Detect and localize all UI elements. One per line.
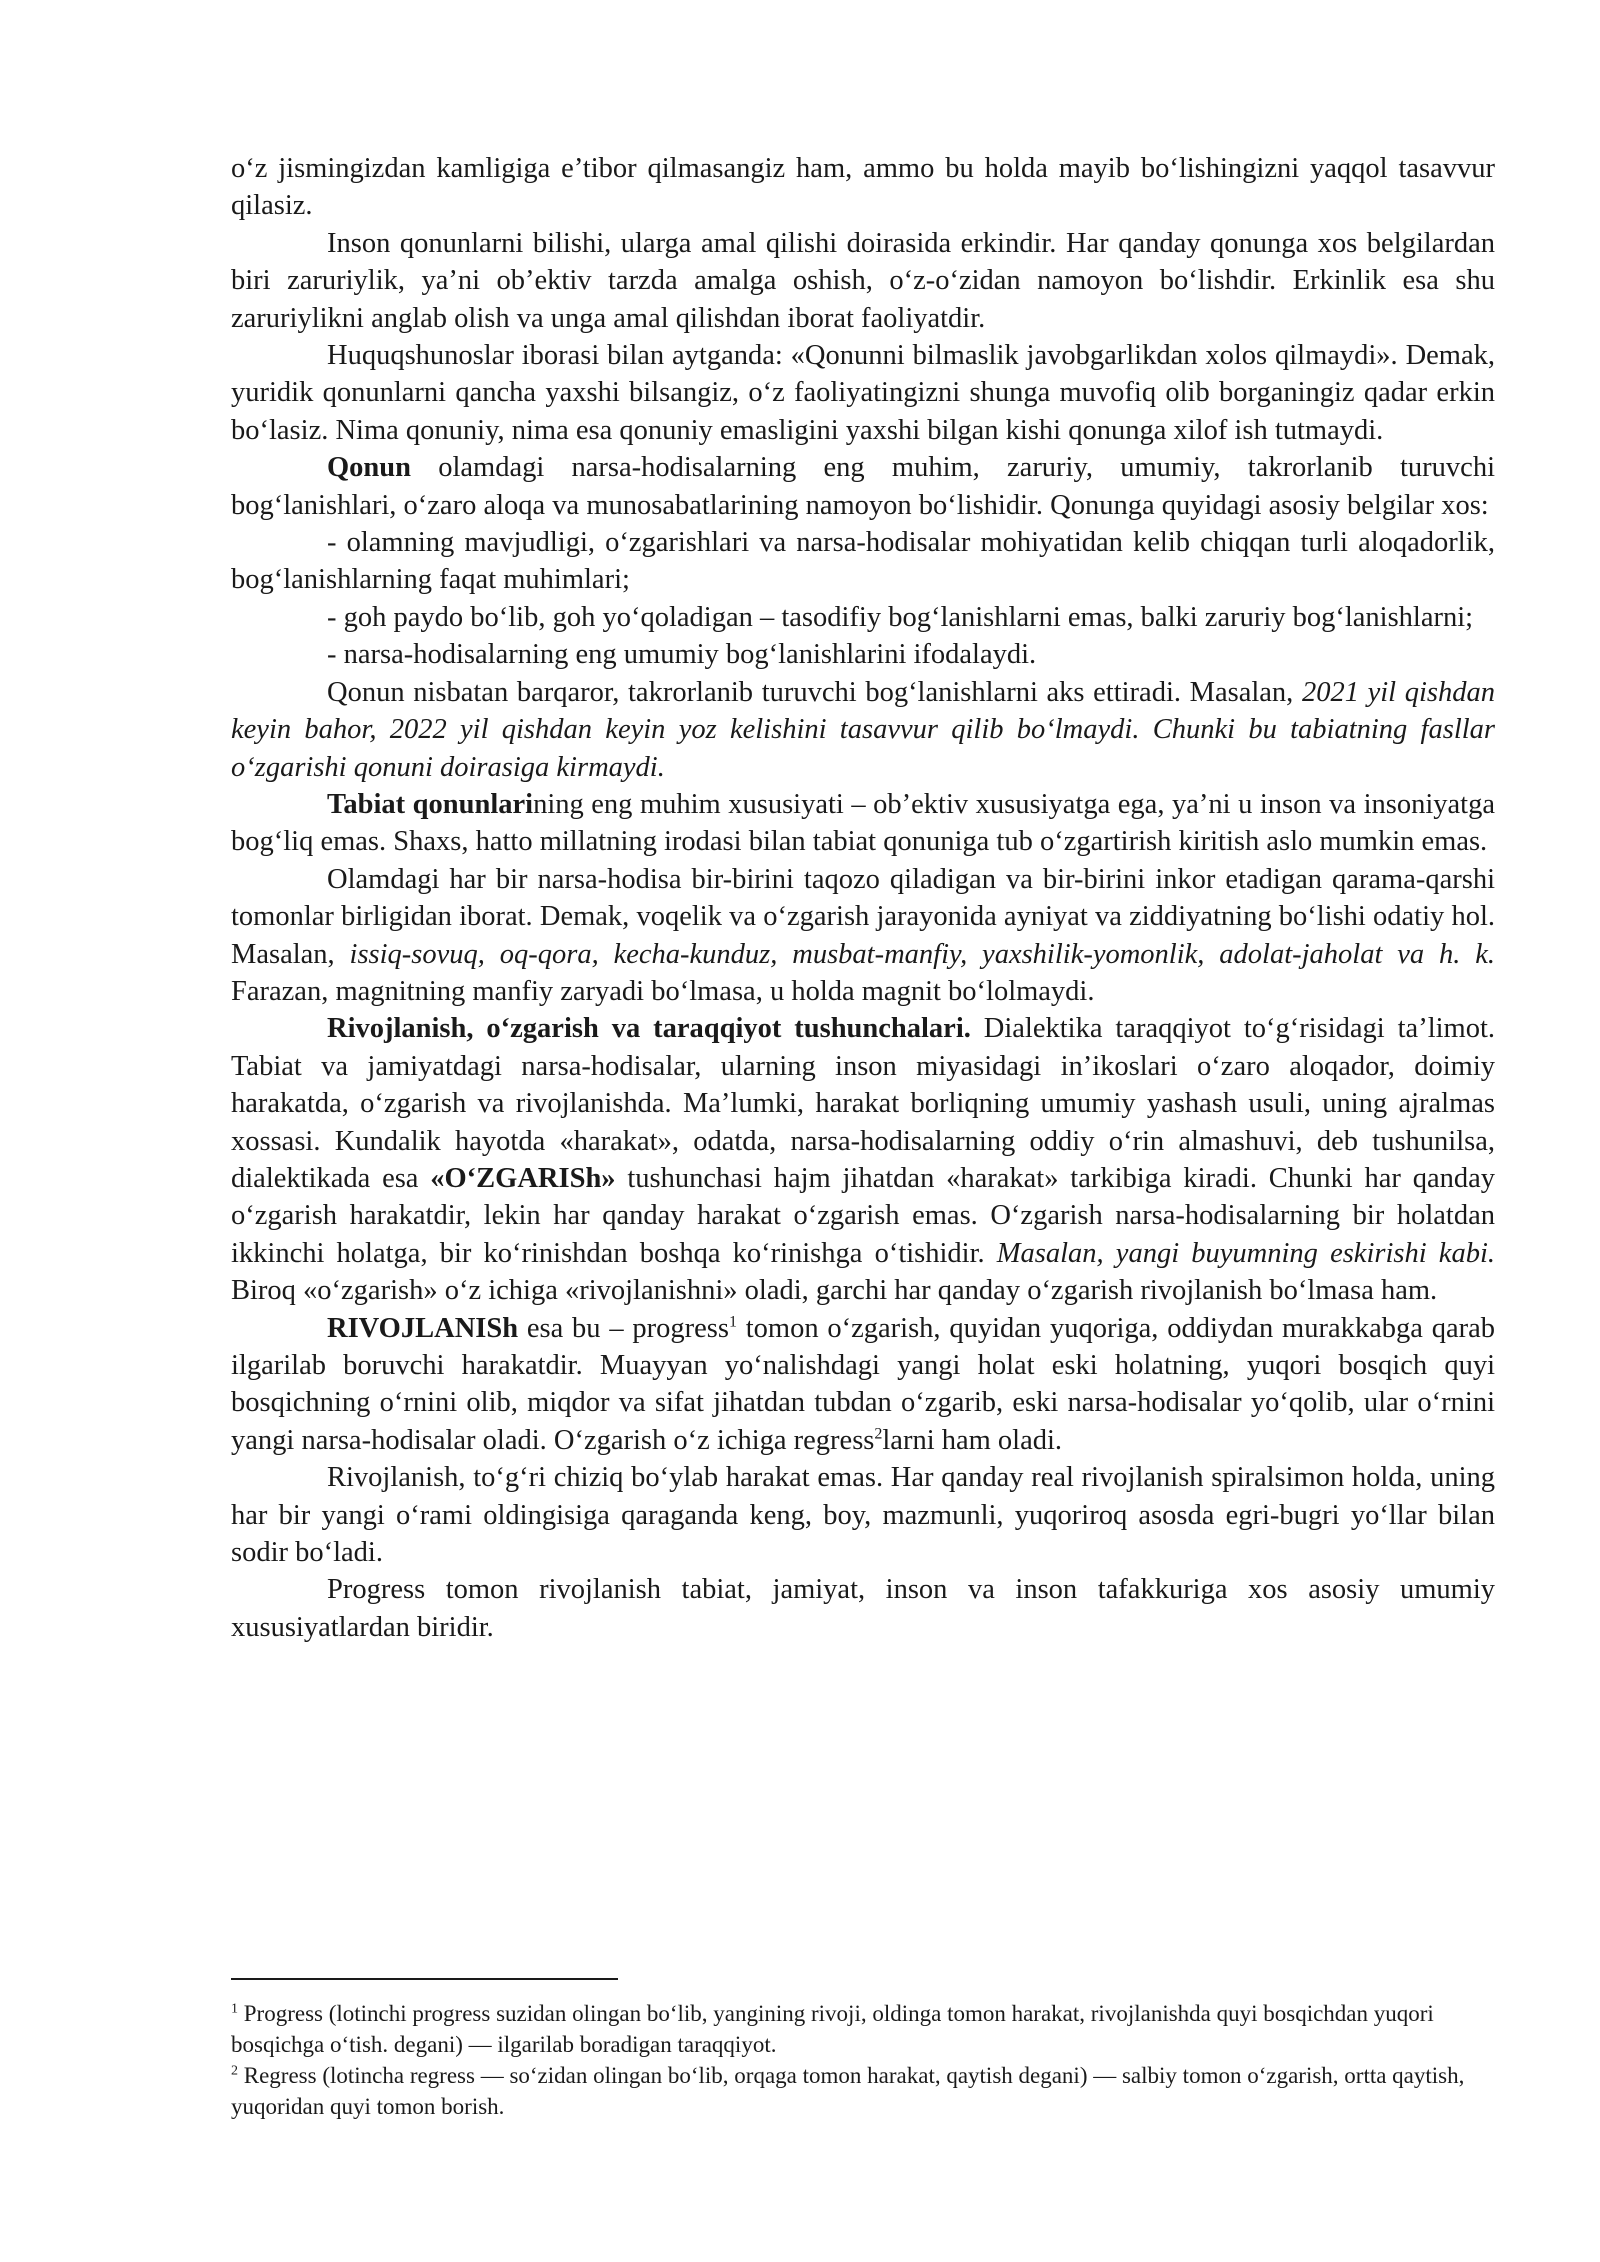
paragraph: Rivojlanish, to‘g‘ri chiziq bo‘ylab harakat emas. Har qanday real rivojlanish spiralsimon holda, uning har bir yangi o‘rami oldingisiga qaraganda keng, boy, mazmunli, yuqoriroq asosda egri-bugri yo‘llar bilan sodir bo‘ladi. [231,1462,1495,1569]
paragraph: Inson qonunlarni bilishi, ularga amal qilishi doirasida erkindir. Har qanday qonunga xos belgilardan biri zaruriylik, ya’ni ob’ektiv tarzda amalga oshish, o‘z-o‘zidan namoyon bo‘lishdir. Erkinlik esa shu zaruriylikni anglab olish va unga amal qilishdan iborat faoliyatdir. [231,227,1495,334]
paragraph: o‘z jismingizdan kamligiga e’tibor qilmasangiz ham, ammo bu holda mayib bo‘lishingizni yaqqol tasavvur qilasiz. [231,153,1495,222]
bold-term: Tabiat qonunlari [327,788,534,820]
bold-term: Qonun [327,452,411,484]
list-item: - goh paydo bo‘lib, goh yo‘qoladigan – tasodifiy bog‘lanishlarni emas, balki zaruriy bog‘lanishlarni; [327,601,1474,633]
footnote-text: Regress (lotincha regress — so‘zidan olingan bo‘lib, orqaga tomon harakat, qaytish degani) — salbiy tomon o‘zgarish, ortta qaytish, yuqoridan quyi tomon borish. [231,2063,1465,2119]
bold-term: «O‘ZGARISh» [430,1162,616,1194]
paragraph-text: Biroq «o‘zgarish» o‘z ichiga «rivojlanishni» oladi, garchi har qanday o‘zgarish rivojlanish bo‘lmasa ham. [231,1275,1438,1307]
paragraph-text: esa bu – progress [518,1312,729,1344]
footnote [231,1998,1495,2060]
list-item: - olamning mavjudligi, o‘zgarishlari va narsa-hodisalar mohiyatidan kelib chiqqan turli aloqadorlik, bog‘lanishlarning faqat muhimlari; [231,527,1495,596]
paragraph: Huquqshunoslar iborasi bilan aytganda: «Qonunni bilmaslik javobgarlikdan xolos qilmaydi». Demak, yuridik qonunlarni qancha yaxshi bilsangiz, o‘z faoliyatingizni shunga muvofiq olib borganingiz qadar erkin bo‘lasiz. Nima qonuniy, nima esa qonuniy emasligini yaxshi bilgan kishi qonunga xilof ish tutmaydi. [231,340,1495,446]
paragraph [231,1010,1495,1309]
footnote-ref: 1 [728,1313,737,1331]
bold-term: RIVOJLANISh [327,1312,519,1344]
paragraph-text: Qonun nisbatan barqaror, takrorlanib turuvchi bog‘lanishlarni aks ettiradi. Masalan, [327,676,1302,708]
paragraph: Progress tomon rivojlanish tabiat, jamiyat, inson va inson tafakkuriga xos asosiy umumiy xususiyatlardan biridir. [231,1574,1495,1643]
footnote-ref: 2 [874,1425,883,1443]
footnote-number: 2 [231,2063,238,2079]
paragraph-text: Farazan, magnitning manfiy zaryadi bo‘lmasa, u holda magnit bo‘lolmaydi. [231,975,1095,1007]
paragraph [231,674,1495,786]
section-heading: Rivojlanish, o‘zgarish va taraqqiyot tushunchalari. [327,1013,971,1045]
footnote-number: 1 [231,2001,238,2017]
paragraph [231,786,1495,861]
italic-example: 2021 yil qishdan keyin bahor, 2022 yil qishdan keyin yoz kelishini tasavvur qilib bo‘lmaydi. Chunki bu tabiatning fasllar o‘zgarishi qonuni doirasiga kirmaydi. [231,676,1496,783]
list-item: - narsa-hodisalarning eng umumiy bog‘lanishlarini ifodalaydi. [327,639,1037,671]
paragraph-text: tomon o‘zgarish, quyidan yuqoriga, oddiydan murakkabga qarab ilgarilab boruvchi harakatdir. Muayyan yo‘nalishdagi yangi holat eski holatning, yuqori bosqich quyi bosqichning o‘rnini olib, miqdor va sifat jihatdan tubdan o‘zgarib, eski narsa-hodisalar yo‘qolib, ular o‘rnini yangi narsa-hodisalar oladi. O‘zgarish o‘z ichiga regress [231,1312,1495,1456]
footnote-text: Progress (lotinchi progress suzidan olingan bo‘lib, yangining rivoji, oldinga tomon harakat, rivojlanishda quyi bosqichdan yuqori bosqichga o‘tish. degani) — ilgarilab boradigan taraqqiyot. [231,2001,1434,2057]
footnote [231,2060,1495,2122]
italic-example: issiq-sovuq, oq-qora, kecha-kunduz, musbat-manfiy, yaxshilik-yomonlik, adolat-jaholat va h. k. [349,938,1495,970]
italic-example: Masalan, yangi buyumning eskirishi kabi. [996,1237,1495,1269]
footnotes [231,1998,1495,2122]
paragraph-text: tushunchasi hajm jihatdan «harakat» tarkibiga kiradi. Chunki har qanday o‘zgarish harakatdir, lekin har qanday harakat o‘zgarish emas. O‘zgarish narsa-hodisalarning bir holatdan ikkinchi holatga, bir ko‘rinishdan boshqa ko‘rinishga o‘tishidir. [231,1162,1495,1269]
paragraph-text: Olamdagi har bir narsa-hodisa bir-birini taqozo qiladigan va bir-birini inkor etadigan qarama-qarshi tomonlar birligidan iborat. Demak, voqelik va o‘zgarish jarayonida ayniyat va ziddiyatning bo‘lishi odatiy hol. Masalan, [231,863,1495,970]
footnote-separator [231,1978,618,1980]
paragraph [231,861,1495,1011]
document-body [231,150,1495,1646]
paragraph-text: larni ham oladi. [882,1424,1063,1456]
paragraph [231,1310,1495,1460]
paragraph-text: ning eng muhim xususiyati – ob’ektiv xususiyatga ega, ya’ni u inson va insoniyatga bog‘liq emas. Shaxs, hatto millatning irodasi bilan tabiat qonuniga tub o‘zgartirish kiritish aslo mumkin emas. [231,788,1495,858]
paragraph-text: olamdagi narsa-hodisalarning eng muhim, zaruriy, umumiy, takrorlanib turuvchi bog‘lanishlari, o‘zaro aloqa va munosabatlarining namoyon bo‘lishidir. Qonunga quyidagi asosiy belgilar xos: [231,452,1495,521]
paragraph [231,449,1495,524]
paragraph-text: Dialektika taraqqiyot to‘g‘risidagi ta’limot. Tabiat va jamiyatdagi narsa-hodisalar, ularning inson miyasidagi in’ikoslari o‘zaro aloqador, doimiy harakatda, o‘zgarish va rivojlanishda. Ma’lumki, harakat borliqning umumiy yashash usuli, uning ajralmas xossasi. Kundalik hayotda «harakat», odatda, narsa-hodisalarning oddiy o‘rin almashuvi, deb tushunilsa, dialektikada esa [231,1013,1495,1194]
